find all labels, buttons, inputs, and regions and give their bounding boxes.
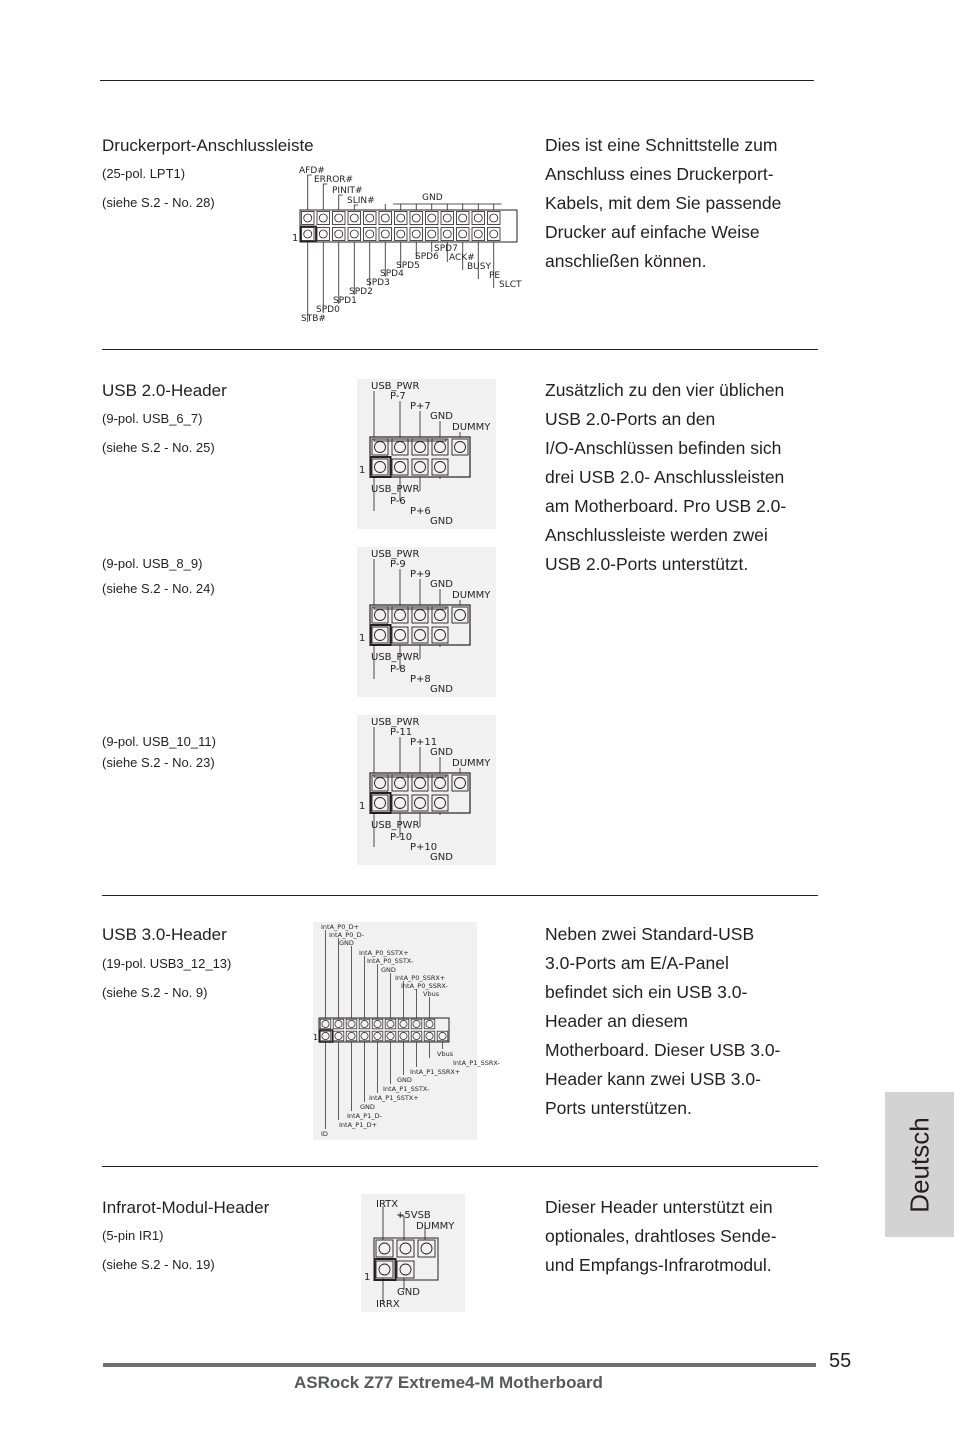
divider-1 (102, 349, 818, 350)
usb2-top-pin-label: P-9 (390, 559, 406, 570)
usb3-pin-hole (426, 1020, 433, 1027)
usb2-header2-diagram (357, 547, 496, 697)
usb2-top-pin-label: DUMMY (452, 590, 491, 601)
usb2-pin1-label: 1 (359, 465, 366, 476)
usb3-pin-hole (335, 1020, 342, 1027)
ir-irtx-label: IRTX (376, 1199, 399, 1210)
usb3-gnd-label: GND (381, 966, 396, 974)
usb2-bottom-pin-label: P+10 (410, 842, 438, 853)
usb2-pin-hole (375, 778, 386, 789)
usb3-p0-ssrx-minus-label: IntA_P0_SSRX- (401, 982, 448, 990)
lpt-spd7-label: SPD7 (434, 244, 458, 254)
lpt-spd6-label: SPD6 (415, 252, 439, 262)
usb2-pin-hole (415, 610, 426, 621)
usb2-pin-hole (415, 798, 426, 809)
lpt-spd5-label: SPD5 (396, 261, 420, 271)
usb3-p0-sstx-plus-label: IntA_P0_SSTX+ (359, 949, 409, 957)
ir-pin-hole (379, 1264, 390, 1275)
usb3-pin-hole (335, 1032, 342, 1039)
lpt-stb-label: STB# (301, 314, 326, 324)
lpt-title: Druckerport-Anschlussleiste (102, 136, 314, 155)
usb2-pin-hole (415, 442, 426, 453)
footer-product-name: ASRock Z77 Extreme4-M Motherboard (294, 1373, 603, 1392)
usb3-pin-hole (361, 1032, 368, 1039)
lpt-pin-hole (350, 230, 358, 238)
usb3-pin-hole (400, 1032, 407, 1039)
ir-pin-diagram (361, 1194, 465, 1312)
usb2-header1-diagram (357, 379, 496, 529)
usb2-bottom-pin-label: P+8 (410, 674, 431, 685)
ir-pin1-marker (375, 1259, 396, 1280)
lpt-pin-hole (304, 230, 312, 238)
usb3-pin-hole (348, 1032, 355, 1039)
lpt-pin-hole (459, 214, 467, 222)
lpt-spd2-label: SPD2 (349, 287, 373, 297)
lpt-pin-hole (443, 230, 451, 238)
usb3-pin-diagram (313, 922, 500, 1140)
usb3-pin-hole (413, 1020, 420, 1027)
usb2-top-pin-label: GND (430, 411, 453, 422)
usb3-pin-hole (400, 1020, 407, 1027)
ir-pin-hole (400, 1264, 411, 1275)
usb2-pin-hole (395, 798, 406, 809)
usb2-top-pin-label: USB_PWR (371, 549, 420, 560)
usb2-pin1-marker (371, 625, 391, 645)
lpt-pin-hole (319, 230, 327, 238)
ir-pin-hole (421, 1243, 432, 1254)
usb2-pin-hole (395, 462, 406, 473)
usb3-pin-hole (322, 1020, 329, 1027)
lpt-pin-hole (335, 230, 343, 238)
lpt-description: Dies ist eine Schnittstelle zum Anschluss eines Druckerport- Kabels, mit dem Sie passende Drucker auf einfache Weise anschließen können. (545, 135, 782, 271)
usb3-pin-hole (374, 1032, 381, 1039)
usb2-pin1-marker (371, 457, 391, 477)
usb2-header1-reference: (siehe S.2 - No. 25) (102, 440, 215, 455)
usb3-vbus-label: Vbus (437, 1050, 454, 1058)
usb2-bottom-pin-label: P-10 (390, 832, 413, 843)
usb2-top-pin-label: P+7 (410, 401, 431, 412)
usb3-reference: (siehe S.2 - No. 9) (102, 985, 208, 1000)
lpt-reference: (siehe S.2 - No. 28) (102, 195, 215, 210)
lpt-spd3-label: SPD3 (366, 278, 390, 288)
usb3-p1-dplus-label: IntA_P1_D+ (339, 1121, 378, 1129)
lpt-pin1-label: 1 (292, 233, 299, 244)
usb3-p1-ssrx-minus-label: IntA_P1_SSRX- (453, 1059, 500, 1067)
lpt-pin-hole (428, 230, 436, 238)
language-tab (885, 1092, 954, 1237)
lpt-pin-hole (474, 214, 482, 222)
lpt-spd1-label: SPD1 (333, 296, 357, 306)
usb3-p0-ssrx-plus-label: IntA_P0_SSRX+ (395, 974, 446, 982)
usb3-vbus-label: Vbus (423, 990, 440, 998)
usb2-pin-hole (395, 442, 406, 453)
usb2-pin-hole (435, 630, 446, 641)
usb3-p0-dplus-label: IntA_P0_D+ (321, 923, 360, 931)
usb3-pin-hole (387, 1032, 394, 1039)
lpt-pin-hole (474, 230, 482, 238)
usb2-bottom-pin-label: P+6 (410, 506, 431, 517)
lpt-pin-hole (459, 230, 467, 238)
usb2-bottom-pin-label: USB_PWR (371, 484, 420, 495)
usb2-pin-hole (375, 630, 386, 641)
usb3-pin-hole (374, 1020, 381, 1027)
ir-pin1-label: 1 (364, 1272, 371, 1283)
usb3-title: USB 3.0-Header (102, 925, 227, 944)
usb2-bottom-pin-label: P-6 (390, 496, 406, 507)
usb3-pin-hole (439, 1032, 446, 1039)
usb3-pin-hole (387, 1020, 394, 1027)
usb3-gnd-label: GND (360, 1103, 375, 1111)
usb2-description: Zusätzlich zu den vier üblichen USB 2.0-Ports an den I/O-Anschlüssen befinden sich drei USB 2.0- Anschlussleisten am Motherboard. Pro USB 2.0- Anschlussleiste werden zwei USB 2.0-Ports unterstützt. (545, 380, 787, 574)
usb3-p1-dminus-label: IntA_P1_D- (347, 1112, 382, 1120)
usb2-pin-hole (395, 778, 406, 789)
usb3-pin-hole (348, 1020, 355, 1027)
usb2-header3-pin-count: (9-pol. USB_10_11) (102, 734, 216, 749)
usb2-header2-pin-count: (9-pol. USB_8_9) (102, 556, 203, 571)
usb3-p1-sstx-minus-label: IntA_P1_SSTX- (383, 1085, 430, 1093)
usb2-top-pin-label: GND (430, 747, 453, 758)
lpt-pe-label: PE (489, 271, 501, 281)
lpt-pin-hole (366, 214, 374, 222)
usb3-pin-hole (361, 1020, 368, 1027)
lpt-pinit-label: PINIT# (332, 186, 363, 196)
usb2-pin-hole (375, 442, 386, 453)
usb2-pin-hole (455, 442, 466, 453)
usb2-pin-hole (415, 462, 426, 473)
lpt-pin-hole (350, 214, 358, 222)
lpt-pin-hole (443, 214, 451, 222)
ir-pin-hole (400, 1243, 411, 1254)
lpt-gnd-label: GND (422, 193, 443, 203)
usb2-top-pin-label: DUMMY (452, 422, 491, 433)
usb2-pin-hole (455, 778, 466, 789)
usb2-top-pin-label: DUMMY (452, 758, 491, 769)
usb3-p1-sstx-plus-label: IntA_P1_SSTX+ (369, 1094, 419, 1102)
usb3-pin-hole (413, 1032, 420, 1039)
usb2-top-pin-label: P+9 (410, 569, 431, 580)
usb3-p1-ssrx-plus-label: IntA_P1_SSRX+ (410, 1068, 461, 1076)
lpt-error-label: ERROR# (314, 175, 354, 185)
usb2-header3-diagram (357, 715, 496, 865)
usb2-pin-hole (375, 462, 386, 473)
ir-pin-count: (5-pin IR1) (102, 1228, 164, 1243)
lpt-busy-label: BUSY (467, 262, 491, 272)
usb2-pin1-label: 1 (359, 633, 366, 644)
divider-2 (102, 895, 818, 896)
usb3-p0-sstx-minus-label: IntA_P0_SSTX- (367, 957, 414, 965)
usb3-pin-hole (322, 1032, 329, 1039)
lpt-pin-hole (335, 214, 343, 222)
usb2-pin-hole (395, 610, 406, 621)
usb3-pin1-label: 1 (313, 1033, 319, 1042)
usb2-bottom-pin-label: USB_PWR (371, 652, 420, 663)
usb2-pin-hole (375, 798, 386, 809)
lpt-slct-label: SLCT (499, 280, 522, 290)
usb2-pin-hole (435, 610, 446, 621)
usb2-bottom-pin-label: P-8 (390, 664, 406, 675)
lpt-pin-hole (490, 230, 498, 238)
ir-5vsb-label: +5VSB (396, 1210, 431, 1221)
ir-gnd-label: GND (397, 1287, 420, 1298)
lpt-pin-hole (319, 214, 327, 222)
ir-title: Infrarot-Modul-Header (102, 1198, 270, 1217)
lpt-spd0-label: SPD0 (316, 305, 340, 315)
usb2-top-pin-label: P-7 (390, 391, 406, 402)
lpt-pin-hole (428, 214, 436, 222)
lpt-ack-label: ACK# (449, 253, 475, 263)
lpt-afd-label: AFD# (299, 166, 325, 176)
usb3-description: Neben zwei Standard-USB 3.0-Ports am E/A-Panel befindet sich ein USB 3.0- Header an diesem Motherboard. Dieser USB 3.0- Header kann zwei USB 3.0- Ports unterstützen. (545, 924, 781, 1118)
usb2-pin-hole (395, 630, 406, 641)
usb2-header1-pin-count: (9-pol. USB_6_7) (102, 411, 203, 426)
usb2-pin-rail (374, 607, 446, 609)
lpt-pin-hole (381, 230, 389, 238)
language-tab-label: Deutsch (904, 1116, 934, 1213)
usb2-pin-rail (374, 775, 446, 777)
usb2-bottom-pin-label: GND (430, 852, 453, 863)
ir-description: Dieser Header unterstützt ein optionales, drahtloses Sende- und Empfangs-Infrarotmodul. (545, 1197, 777, 1275)
ir-irrx-label: IRRX (376, 1299, 400, 1310)
usb2-pin-hole (415, 630, 426, 641)
lpt-pin-hole (381, 214, 389, 222)
usb2-pin1-label: 1 (359, 801, 366, 812)
usb2-top-pin-label: P-11 (390, 727, 413, 738)
lpt-spd4-label: SPD4 (380, 269, 404, 279)
usb2-pin-hole (435, 778, 446, 789)
usb2-pin1-marker (371, 793, 391, 813)
usb2-header3-reference: (siehe S.2 - No. 23) (102, 755, 215, 770)
usb3-connector-outline (319, 1018, 449, 1042)
ir-reference: (siehe S.2 - No. 19) (102, 1257, 215, 1272)
usb3-id-label: ID (321, 1130, 328, 1138)
usb2-pin-hole (435, 798, 446, 809)
usb2-top-pin-label: GND (430, 579, 453, 590)
lpt-pin-hole (412, 230, 420, 238)
usb3-gnd-label: GND (339, 939, 354, 947)
usb2-header2-reference: (siehe S.2 - No. 24) (102, 581, 215, 596)
divider-3 (102, 1166, 818, 1167)
lpt-pin-hole (397, 230, 405, 238)
usb2-top-pin-label: USB_PWR (371, 717, 420, 728)
usb2-top-pin-label: P+11 (410, 737, 438, 748)
ir-dummy-label: DUMMY (416, 1221, 455, 1232)
usb2-pin-hole (435, 462, 446, 473)
usb3-pin-count: (19-pol. USB3_12_13) (102, 956, 232, 971)
lpt-pin-diagram (290, 160, 530, 325)
usb2-bottom-pin-label: GND (430, 684, 453, 695)
usb2-title: USB 2.0-Header (102, 381, 227, 400)
page-number: 55 (829, 1350, 852, 1372)
usb3-pin-hole (426, 1032, 433, 1039)
usb2-pin-hole (455, 610, 466, 621)
lpt-pin-count: (25-pol. LPT1) (102, 166, 186, 181)
usb3-gnd-label: GND (397, 1076, 412, 1084)
lpt-pin-hole (490, 214, 498, 222)
usb2-pin-hole (415, 778, 426, 789)
usb3-p0-dminus-label: IntA_P0_D- (329, 931, 364, 939)
footer-rule (103, 1363, 816, 1367)
lpt-pin-hole (304, 214, 312, 222)
lpt-pin-hole (397, 214, 405, 222)
top-rule (100, 80, 814, 81)
usb2-bottom-pin-label: USB_PWR (371, 820, 420, 831)
usb2-pin-rail (374, 439, 446, 441)
lpt-slin-label: SLIN# (347, 196, 375, 206)
usb2-top-pin-label: USB_PWR (371, 381, 420, 392)
lpt-pin-hole (366, 230, 374, 238)
usb2-pin-hole (375, 610, 386, 621)
usb2-bottom-pin-label: GND (430, 516, 453, 527)
usb2-pin-hole (435, 442, 446, 453)
lpt-pin-hole (412, 214, 420, 222)
ir-pin-hole (379, 1243, 390, 1254)
